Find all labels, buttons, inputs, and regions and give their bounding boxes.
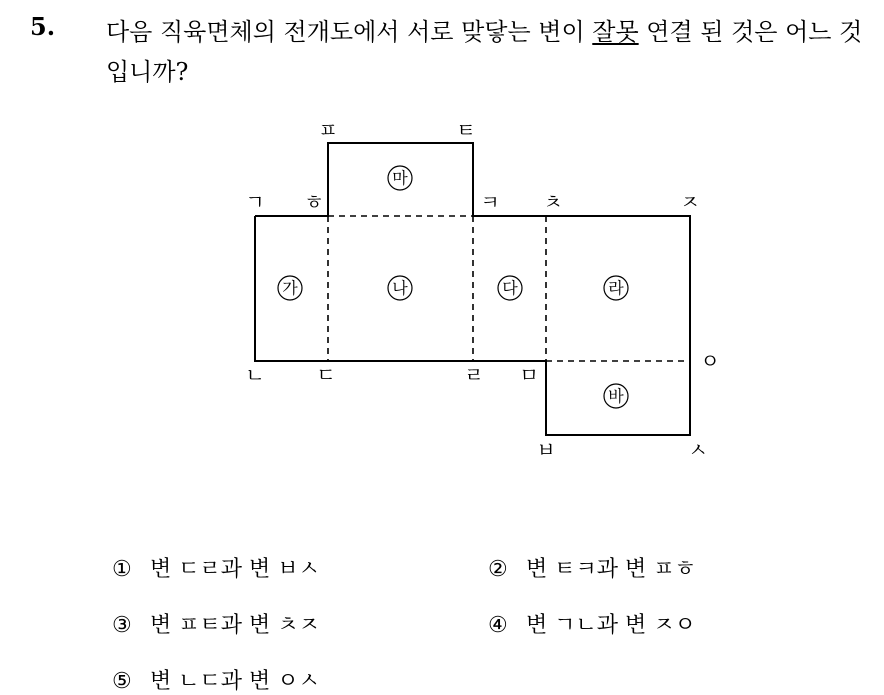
question-text-part1: 다음 직육면체의 전개도에서 서로 맞닿는 변이 xyxy=(106,18,593,46)
vertex-label-p: ㅍ xyxy=(318,118,338,142)
vertex-label-o: ㅇ xyxy=(700,349,720,373)
option-text: 변 ㅍㅌ과 변 ㅊㅈ xyxy=(150,613,320,638)
question-text-part2: 연결 된 것은 어느 것입니까? xyxy=(106,18,863,86)
face-label-da: 다 xyxy=(502,278,518,298)
vertex-label-k: ㅋ xyxy=(480,190,500,214)
answer-option-5[interactable] xyxy=(112,664,320,695)
question-number: 5. xyxy=(30,12,56,41)
face-label-ra: 라 xyxy=(608,278,624,298)
net-outline xyxy=(255,143,690,435)
option-text: 변 ㅌㅋ과 변 ㅍㅎ xyxy=(526,557,696,582)
face-label-ga: 가 xyxy=(282,278,298,298)
vertex-label-s: ㅅ xyxy=(688,438,708,462)
option-number: ③ xyxy=(112,613,132,638)
face-label-na: 나 xyxy=(392,278,408,298)
answer-option-4[interactable] xyxy=(488,608,696,639)
option-text: 변 ㄷㄹ과 변 ㅂㅅ xyxy=(150,557,320,582)
vertex-label-h: ㅎ xyxy=(304,190,324,214)
answer-option-1[interactable] xyxy=(112,552,320,583)
option-number: ② xyxy=(488,557,508,582)
vertex-label-r: ㄹ xyxy=(464,363,484,387)
vertex-label-t: ㅌ xyxy=(456,118,476,142)
face-label-ma: 마 xyxy=(392,168,408,188)
face-label-ba: 바 xyxy=(608,386,624,406)
vertex-label-j: ㅈ xyxy=(680,190,700,214)
option-number: ① xyxy=(112,557,132,582)
vertex-label-g: ㄱ xyxy=(245,190,265,214)
vertex-label-b: ㅂ xyxy=(536,438,556,462)
vertex-label-m: ㅁ xyxy=(519,363,539,387)
option-text: 변 ㄱㄴ과 변 ㅈㅇ xyxy=(526,613,696,638)
vertex-label-ch: ㅊ xyxy=(543,190,563,214)
vertex-label-n: ㄴ xyxy=(245,363,265,387)
option-number: ⑤ xyxy=(112,669,132,694)
answer-option-3[interactable] xyxy=(112,608,320,639)
option-text: 변 ㄴㄷ과 변 ㅇㅅ xyxy=(150,669,320,694)
question-emphasis: 잘못 xyxy=(592,18,639,46)
option-number: ④ xyxy=(488,613,508,638)
answer-option-2[interactable] xyxy=(488,552,696,583)
vertex-label-d: ㄷ xyxy=(316,363,336,387)
